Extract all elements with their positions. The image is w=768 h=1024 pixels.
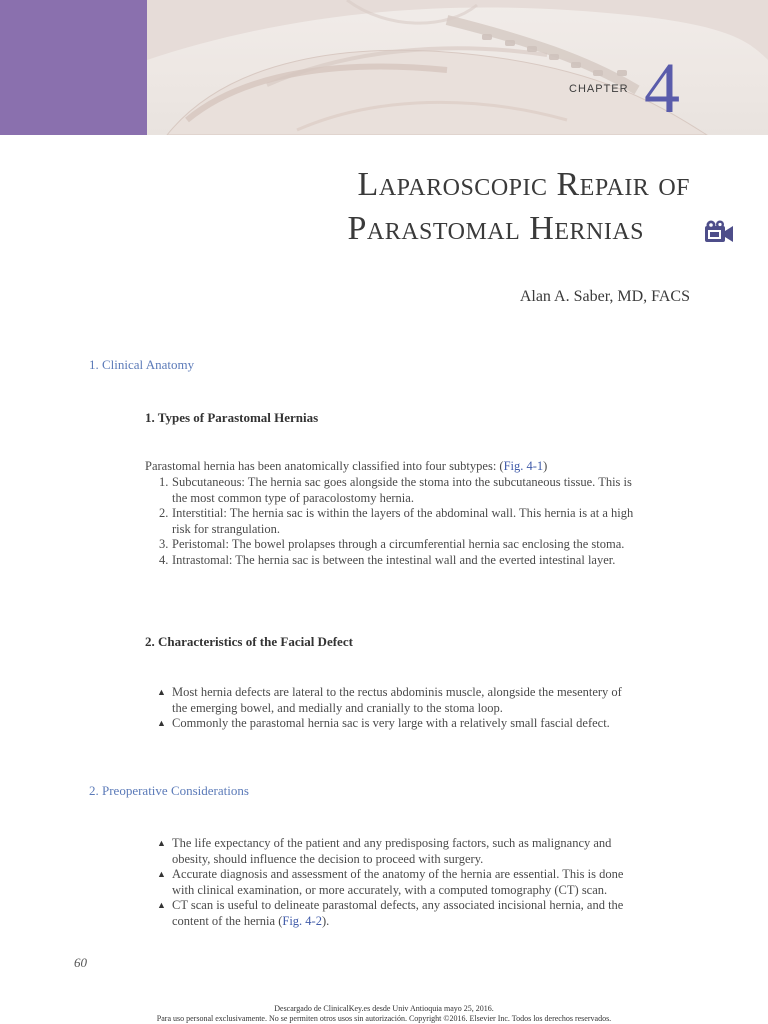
list-item	[145, 553, 640, 569]
list-item-text: Most hernia defects are lateral to the rectus abdominis muscle, alongside the mesentery of the emerging bowel, and medially and cranially to the stoma loop.	[172, 685, 622, 715]
download-footer	[0, 1004, 768, 1023]
list-item-text: The life expectancy of the patient and any predisposing factors, such as malignancy and obesity, should influence the decision to proceed with surgery.	[172, 836, 612, 866]
list-item-number: 4.	[159, 552, 169, 567]
page-number: 60	[74, 955, 87, 970]
chapter-title	[347, 163, 690, 251]
title-line-2	[347, 207, 690, 251]
subsection-heading-types: 1. Types of Parastomal Hernias	[145, 410, 319, 425]
footer-line-1: Descargado de ClinicalKey.es desde Univ Antioquia mayo 25, 2016.	[274, 1004, 494, 1013]
list-item-text: Commonly the parastomal hernia sac is very large with a relatively small fascial defect.	[172, 716, 610, 730]
list-item-number: 2.	[159, 506, 169, 520]
title-line-1: Laparoscopic Repair of	[357, 166, 690, 203]
chapter-label: CHAPTER	[569, 83, 629, 95]
figure-link-4-1[interactable]: Fig. 4-1	[503, 459, 544, 473]
section-heading-preoperative: 2. Preoperative Considerations	[89, 783, 249, 798]
list-item	[145, 537, 640, 553]
list-item	[157, 716, 640, 732]
subsection-heading-facial-defect: 2. Characteristics of the Facial Defect	[145, 634, 353, 649]
triangle-bullet-icon: ▲	[157, 900, 166, 910]
list-item-number: 1.	[159, 475, 169, 489]
video-camera-icon[interactable]	[702, 220, 736, 246]
list-item	[157, 898, 640, 929]
types-intro-close: )	[543, 459, 548, 473]
figure-link-4-2[interactable]: Fig. 4-2	[282, 913, 322, 928]
list-item-text: Intrastomal: The hernia sac is between the intestinal wall and the everted intestinal layer.	[172, 552, 616, 567]
list-item-text: Peristomal: The bowel prolapses through a circumferential hernia sac enclosing the stoma.	[172, 537, 625, 551]
triangle-bullet-icon: ▲	[157, 838, 166, 848]
list-item	[157, 867, 640, 898]
triangle-bullet-icon: ▲	[157, 718, 166, 728]
list-item-text-close: ).	[321, 913, 330, 928]
list-item-text: Accurate diagnosis and assessment of the anatomy of the hernia are essential. This is done with clinical examination, or more accurately, with a computed tomography (CT) scan.	[172, 867, 624, 897]
author-name: Alan A. Saber, MD, FACS	[519, 288, 690, 305]
list-item	[157, 685, 640, 716]
chapter-header-band	[0, 0, 768, 135]
title-line-2-text: Parastomal Hernias	[347, 210, 644, 247]
list-item	[145, 475, 640, 506]
chapter-number: 4	[644, 48, 680, 128]
triangle-bullet-icon: ▲	[157, 687, 166, 697]
facial-defect-list	[157, 685, 640, 732]
list-item-number: 3.	[159, 537, 169, 551]
types-intro-paragraph	[145, 459, 640, 475]
list-item	[157, 836, 640, 867]
chapter-color-block	[0, 0, 147, 135]
list-item	[145, 506, 640, 537]
list-item-text: Subcutaneous: The hernia sac goes alongside the stoma into the subcutaneous tissue. This is the most common type of paracolostomy hernia.	[172, 475, 632, 505]
types-intro-text: Parastomal hernia has been anatomically classified into four subtypes: (	[145, 459, 504, 473]
preoperative-list	[157, 836, 640, 929]
footer-line-2: Para uso personal exclusivamente. No se permiten otros usos sin autorización. Copyright ©2016. Elsevier Inc. Todos los derechos reservados.	[156, 1013, 612, 1023]
triangle-bullet-icon: ▲	[157, 869, 166, 879]
section-heading-clinical-anatomy: 1. Clinical Anatomy	[89, 357, 195, 372]
list-item-text: Interstitial: The hernia sac is within the layers of the abdominal wall. This hernia is at a high risk for strangulation.	[172, 506, 634, 536]
hernia-types-list	[145, 475, 640, 568]
list-item-text: CT scan is useful to delineate parastomal defects, any associated incisional hernia, and the content of the hernia (	[172, 898, 624, 928]
